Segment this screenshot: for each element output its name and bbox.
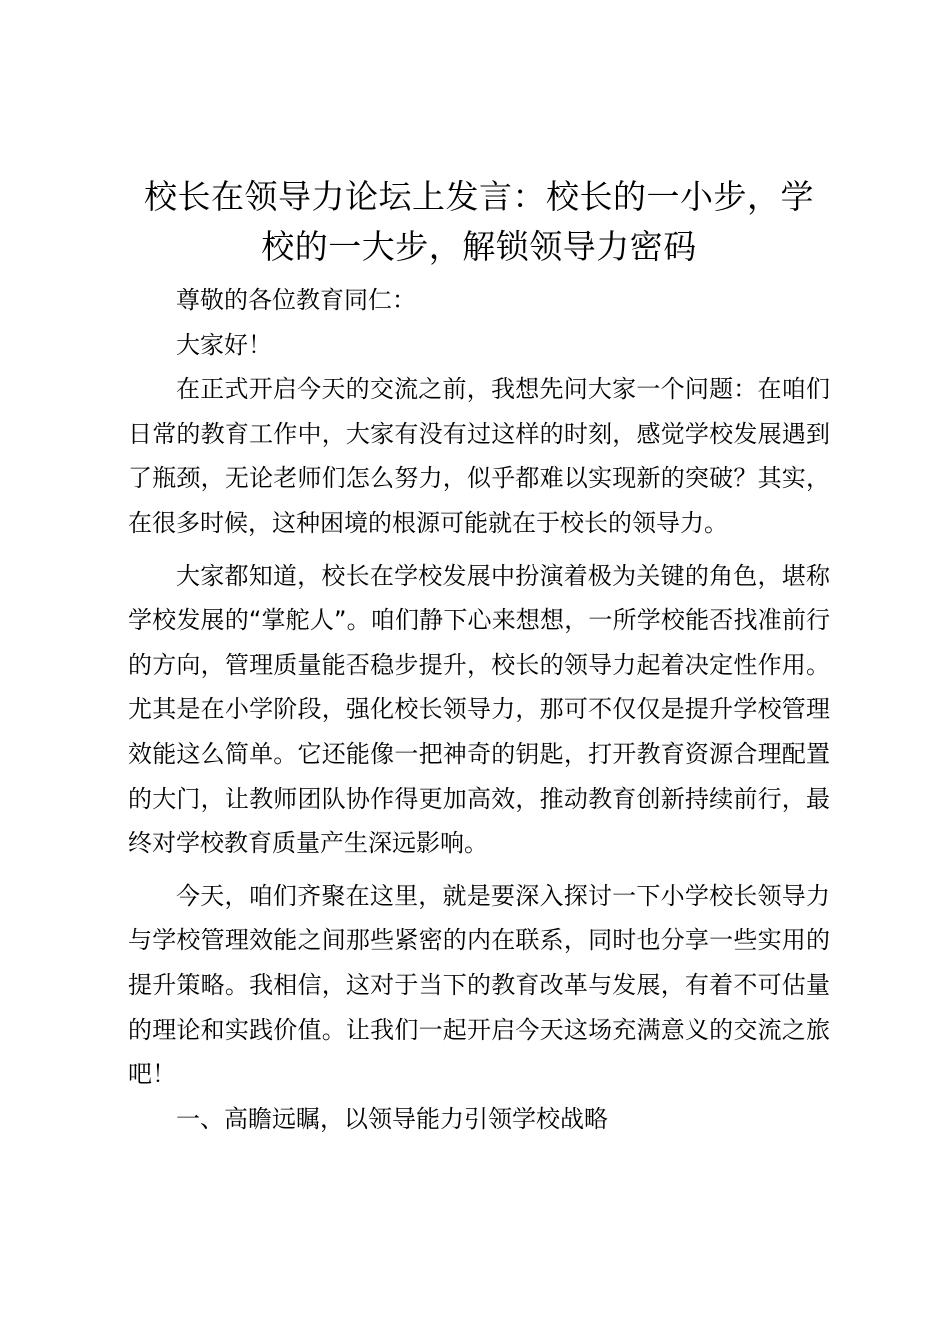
section-heading-1: 一、高瞻远瞩，以领导能力引领学校战略 <box>176 1104 608 1133</box>
document-body <box>128 278 830 1141</box>
document-title <box>128 172 830 272</box>
salutation: 尊敬的各位教育同仁： <box>176 286 416 314</box>
title-line-1: 校长在领导力论坛上发言：校长的一小步，学 <box>144 177 814 216</box>
title-line-2: 校的一大步，解锁领导力密码 <box>261 227 697 266</box>
paragraph-intro: 在正式开启今天的交流之前，我想先问大家一个问题：在咱们日常的教育工作中，大家有没有过这样的时刻，感觉学校发展遇到了瓶颈，无论老师们怎么努力，似乎都难以实现新的突破？其实，在很多时候，这种困境的根源可能就在于校长的领导力。 <box>128 375 830 537</box>
greeting: 大家好！ <box>176 330 272 359</box>
paragraph-purpose: 今天，咱们齐聚在这里，就是要深入探讨一下小学校长领导力与学校管理效能之间那些紧密的内在联系，同时也分享一些实用的提升策略。我相信，这对于当下的教育改革与发展，有着不可估量的理论和实践价值。让我们一起开启今天这场充满意义的交流之旅吧！ <box>128 881 830 1089</box>
document-content <box>128 172 830 1141</box>
paragraph-role: 大家都知道，校长在学校发展中扮演着极为关键的角色，堪称学校发展的“掌舵人”。咱们静下心来想想，一所学校能否找准前行的方向，管理质量能否稳步提升，校长的领导力起着决定性作用。尤其是在小学阶段，强化校长领导力，那可不仅仅是提升学校管理效能这么简单。它还能像一把神奇的钥匙，打开教育资源合理配置的大门，让教师团队协作得更加高效，推动教育创新持续前行，最终对学校教育质量产生深远影响。 <box>128 561 830 858</box>
